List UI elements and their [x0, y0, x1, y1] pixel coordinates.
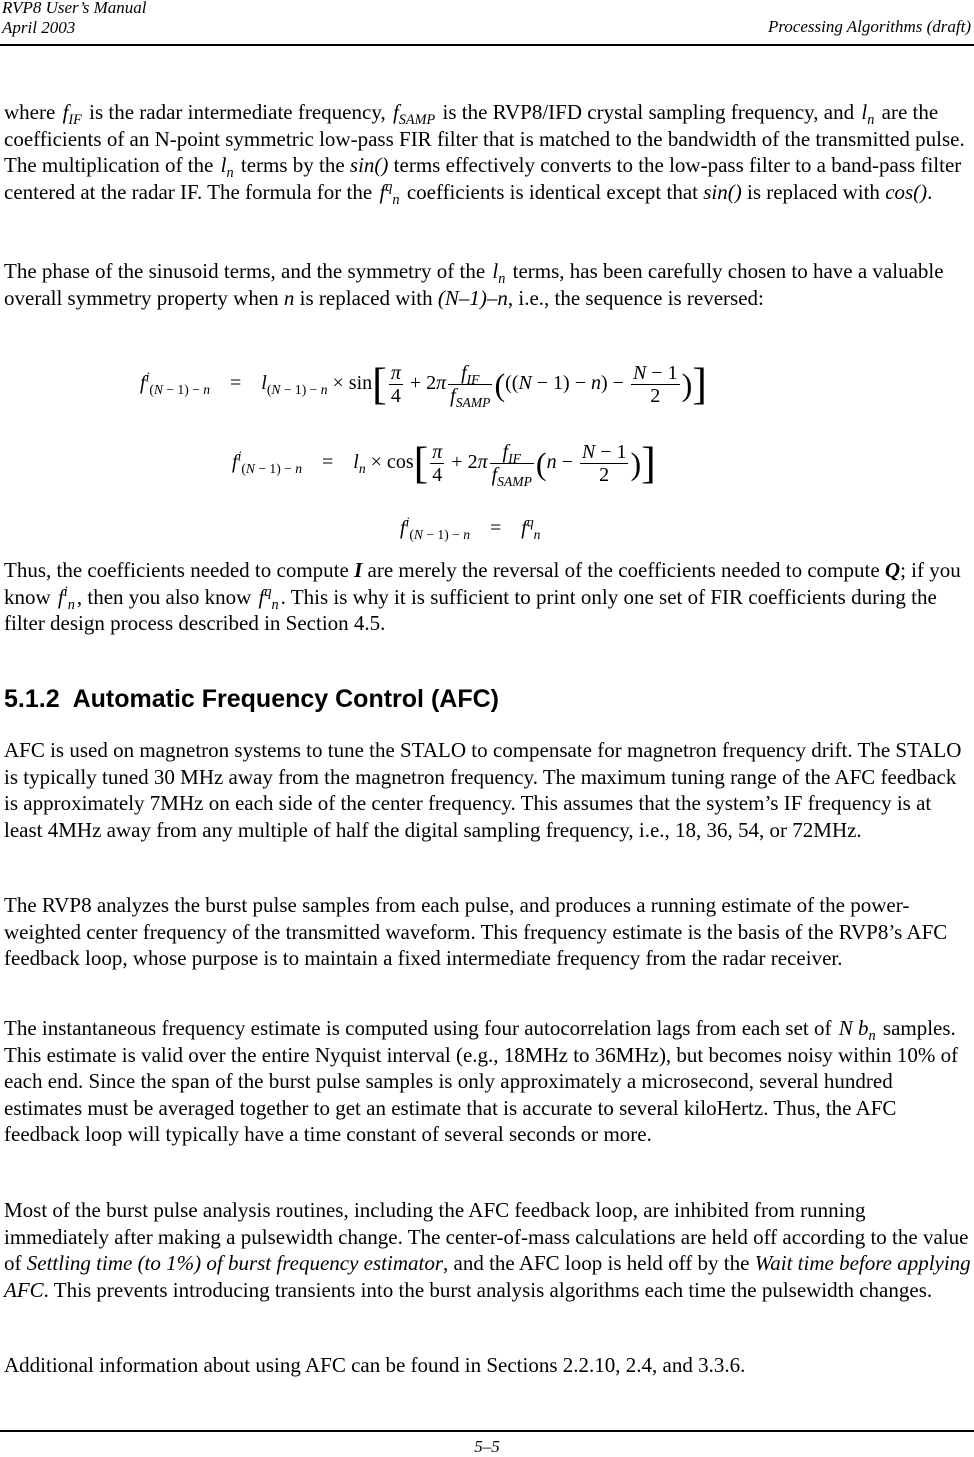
section-title: Automatic Frequency Control (AFC)	[72, 685, 499, 713]
equation-3: $f^i_{(N - 1) - n}$ = $f^q_n$	[400, 514, 541, 542]
header-left	[2, 0, 147, 38]
equation-1: $f^i_{(N - 1) - n}$ = $l_{(N - 1) - n} \times \sin$[ $\frac{\pi}{4}$ + 2π $\frac{f_{IF}}{f_{SAMP}}$ (((N − 1) − n) − $\frac{N - 1}{2}$ )]	[140, 359, 707, 410]
page-header	[0, 0, 974, 46]
section-number: 5.1.2	[4, 685, 60, 713]
paragraph-instantaneous: The instantaneous frequency estimate is computed using four autocorrelation lags from each set of N $b_n$ samples. This estimate is valid over the entire Nyquist interval (e.g., 18MHz to 36MHz), but becomes noisy within 10% of each end. Since the span of the burst pulse samples is only approximately a microsecond, several hundred estimates must be averaged together to get an estimate that is accurate to several kiloHertz. Thus, the AFC feedback loop will typically have a time constant of several seconds or more.	[4, 1016, 959, 1146]
manual-title: RVP8 User’s Manual	[2, 0, 147, 17]
section-heading	[4, 684, 499, 714]
equation-2: $f^i_{(N - 1) - n}$ = $l_n \times \cos$[ $\frac{\pi}{4}$ + 2π $\frac{f_{IF}}{f_{SAMP}}$ (n − $\frac{N - 1}{2}$ )]	[232, 438, 656, 489]
chapter-title: Processing Algorithms (draft)	[767, 17, 971, 36]
manual-date: April 2003	[2, 18, 76, 37]
paragraph-coefficients: where $f_{IF}$ is the radar intermediate frequency, $f_{SAMP}$ is the RVP8/IFD crystal sampling frequency, and $l_n$ are the coefficients of an N-point symmetric low-pass FIR filter that is matched to the bandwidth of the transmitted pulse. The multiplication of the $l_n$ terms by the sin() terms effectively converts to the low-pass filter to a band-pass filter centered at the radar IF. The formula for the $f^q_n$ coefficients is identical except that sin() is replaced with cos().	[4, 100, 965, 208]
paragraph-additional-info: Additional information about using AFC can be found in Sections 2.2.10, 2.4, and 3.3.6.	[4, 1353, 746, 1377]
paragraph-inhibited: Most of the burst pulse analysis routines, including the AFC feedback loop, are inhibited from running immediately after making a pulsewidth change. The center-of-mass calculations are held off according to the value of Settling time (to 1%) of burst frequency estimator, and the AFC loop is held off by the Wait time before applying AFC. This prevents introducing transients into the burst analysis algorithms each time the pulsewidth changes.	[4, 1198, 971, 1302]
paragraph-reversal: Thus, the coefficients needed to compute I are merely the reversal of the coefficients needed to compute Q; if you know $f^i_n$, then you also know $f^q_n$. This is why it is sufficient to print only one set of FIR coefficients during the filter design process described in Section 4.5.	[4, 558, 961, 635]
paragraph-burst-estimate: The RVP8 analyzes the burst pulse samples from each pulse, and produces a running estimate of the power-weighted center frequency of the transmitted waveform. This frequency estimate is the basis of the RVP8’s AFC feedback loop, whose purpose is to maintain a fixed intermediate frequency from the radar receiver.	[4, 893, 948, 970]
page-number: 5–5	[474, 1437, 500, 1456]
paragraph-symmetry: The phase of the sinusoid terms, and the symmetry of the $l_n$ terms, has been carefully chosen to have a valuable overall symmetry property when n is replaced with (N–1)–n, i.e., the sequence is reversed:	[4, 259, 944, 310]
paragraph-afc-intro: AFC is used on magnetron systems to tune the STALO to compensate for magnetron frequency drift. The STALO is typically tuned 30 MHz away from the magnetron frequency. The maximum tuning range of the AFC feedback is approximately 7MHz on each side of the center frequency. This assumes that the system’s IF frequency is at least 4MHz away from any multiple of half the digital sampling frequency, i.e., 18, 36, 54, or 72MHz.	[4, 738, 962, 842]
footer-rule	[0, 1430, 974, 1432]
